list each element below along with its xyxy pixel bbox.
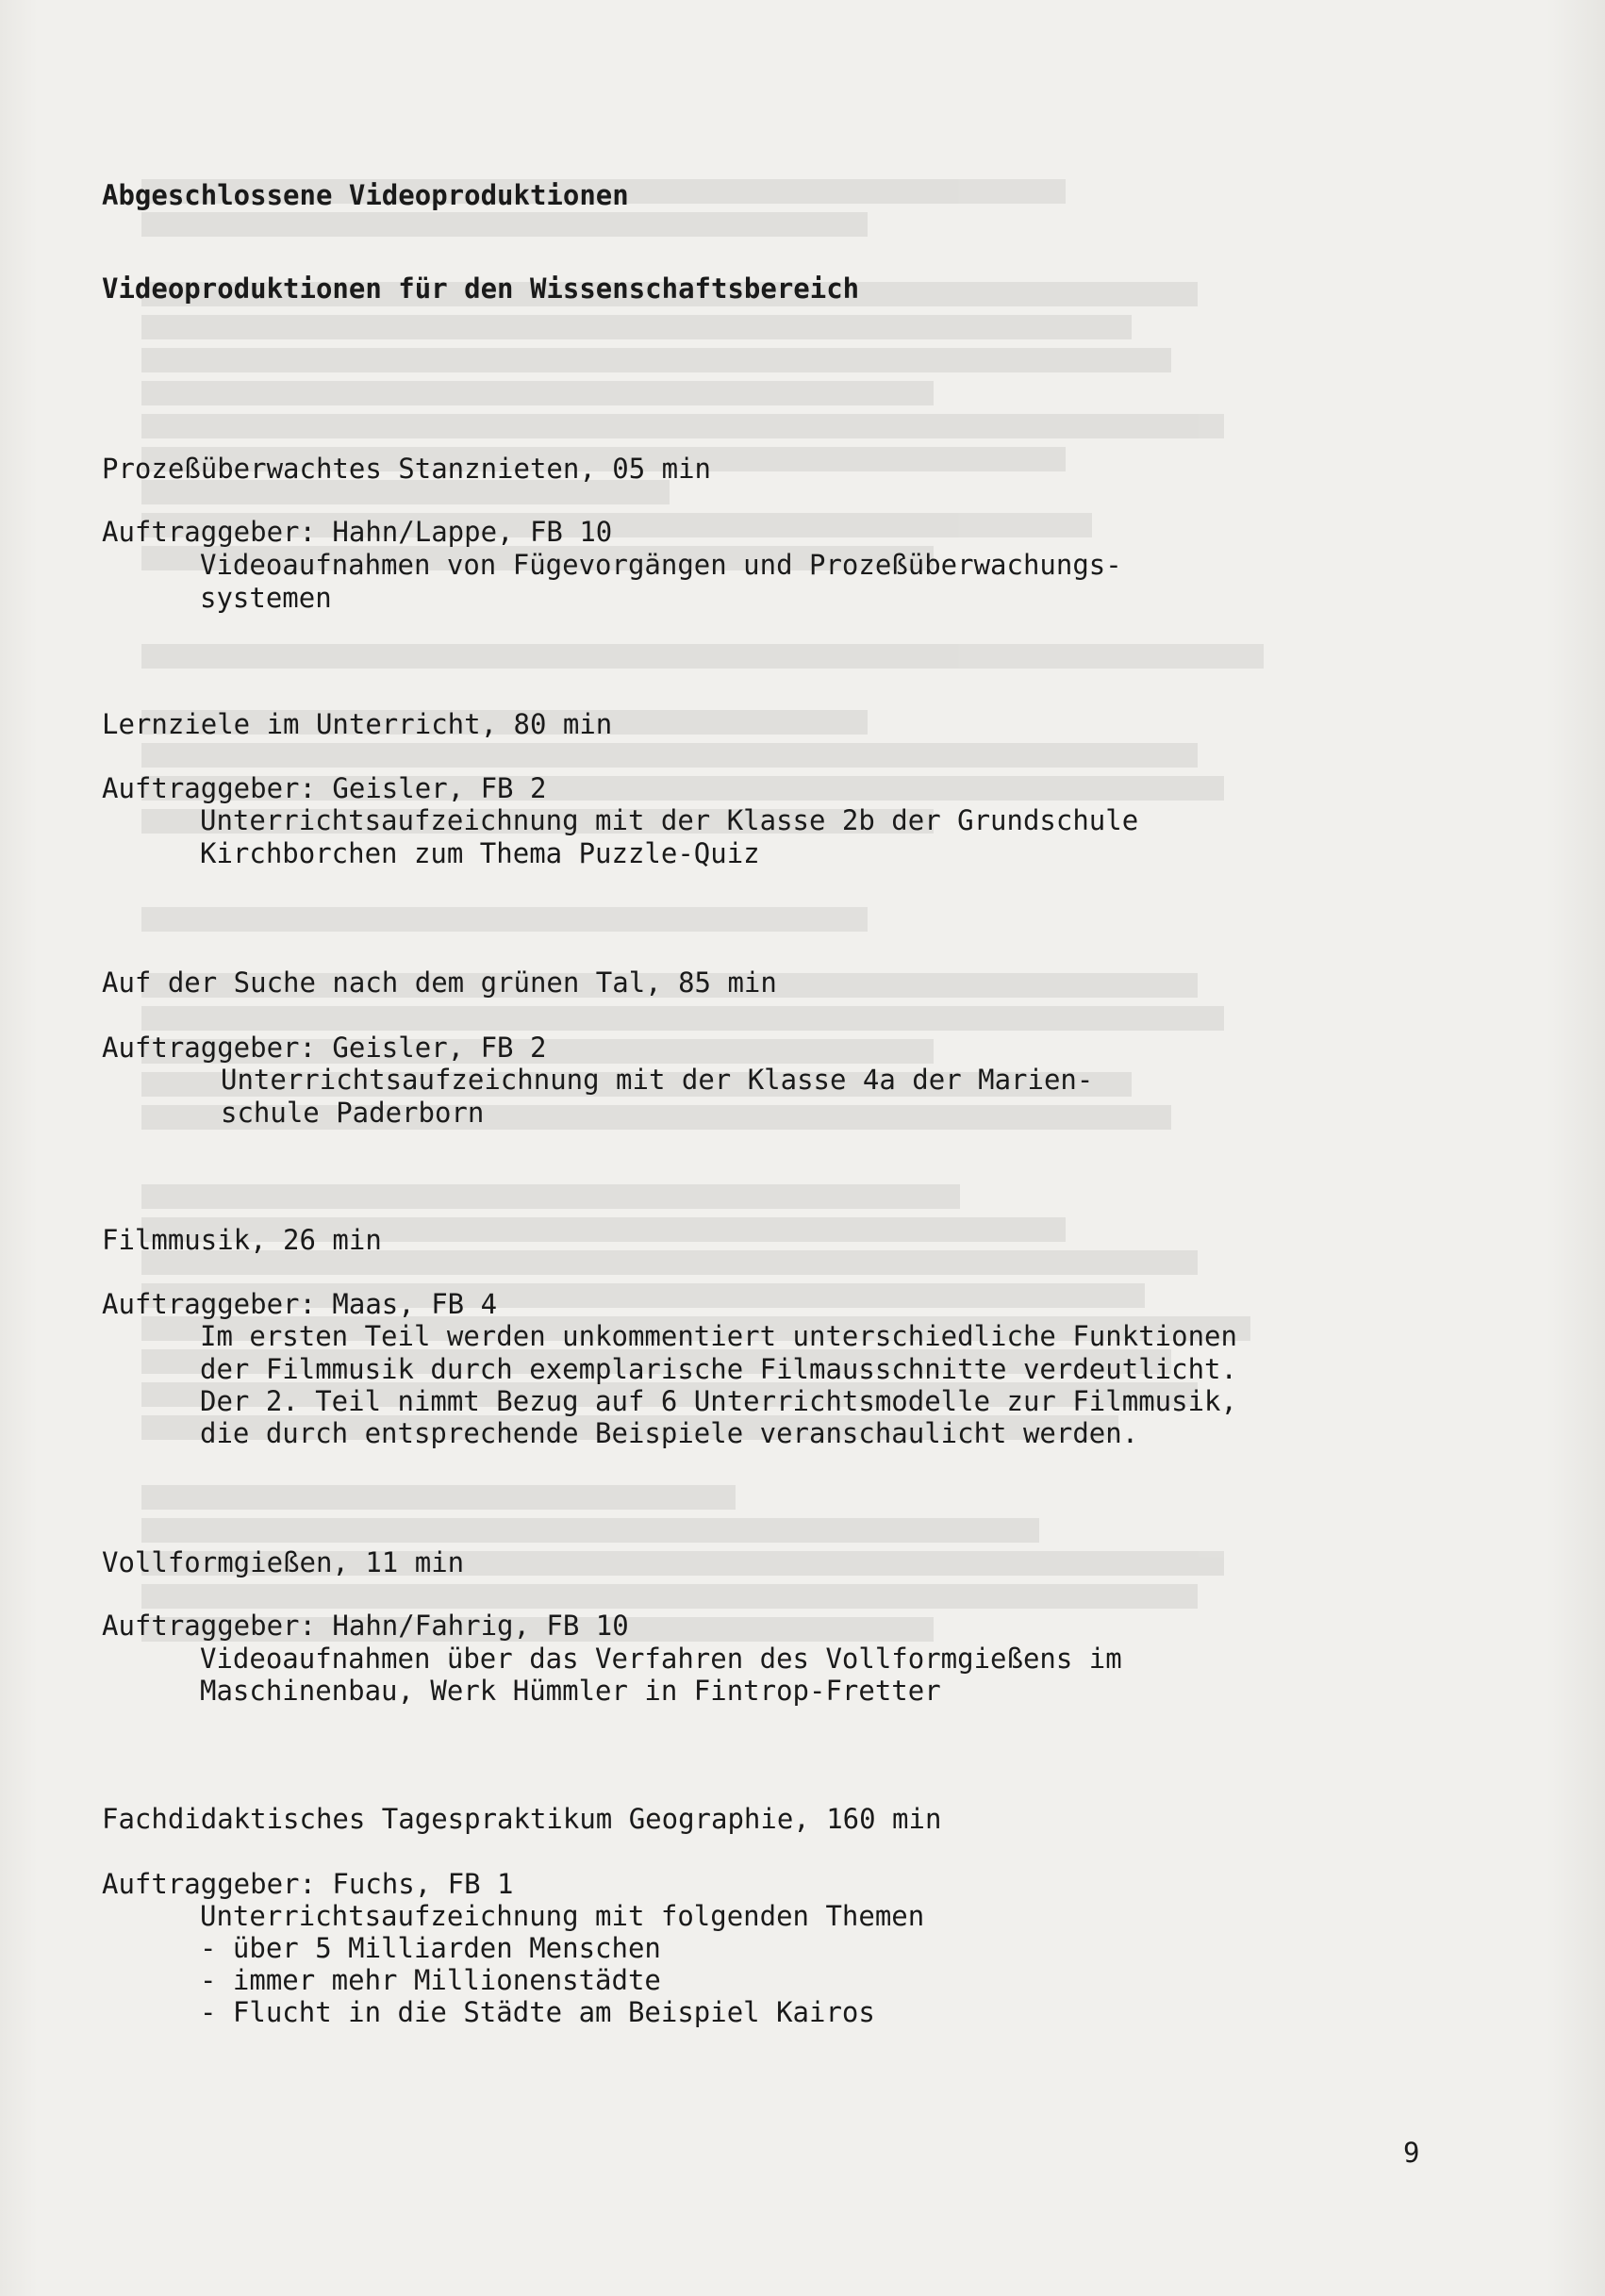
entry-client: Auftraggeber: Fuchs, FB 1 <box>102 1868 514 1900</box>
entry-description-line: Kirchborchen zum Thema Puzzle-Quiz <box>200 837 760 869</box>
entry-title: Auf der Suche nach dem grünen Tal, 85 min <box>102 966 777 999</box>
entry-description-line: - immer mehr Millionenstädte <box>200 1964 661 1996</box>
entry-client: Auftraggeber: Hahn/Lappe, FB 10 <box>102 516 613 548</box>
entry-title: Prozeßüberwachtes Stanznieten, 05 min <box>102 453 712 485</box>
entry-description-line: Unterrichtsaufzeichnung mit der Klasse 2b der Grundschule <box>200 804 1139 836</box>
entry-description-line: Videoaufnahmen von Fügevorgängen und Prozeßüberwachungs- <box>200 549 1122 581</box>
section-title: Abgeschlossene Videoproduktionen <box>102 179 629 211</box>
entry-title: Fachdidaktisches Tagespraktikum Geographie, 160 min <box>102 1803 942 1835</box>
entry-client: Auftraggeber: Geisler, FB 2 <box>102 772 547 804</box>
entry-description-line: Unterrichtsaufzeichnung mit der Klasse 4a der Marien- <box>221 1064 1094 1096</box>
page-number: 9 <box>1403 2137 1420 2169</box>
entry-description-line: schule Paderborn <box>221 1097 485 1129</box>
entry-description-line: Videoaufnahmen über das Verfahren des Vollformgießens im <box>200 1643 1122 1675</box>
entry-title: Lernziele im Unterricht, 80 min <box>102 708 613 740</box>
subsection-title: Videoproduktionen für den Wissenschaftsbereich <box>102 273 860 305</box>
entry-title: Filmmusik, 26 min <box>102 1224 382 1256</box>
entry-description-line: Unterrichtsaufzeichnung mit folgenden Themen <box>200 1900 925 1932</box>
entry-description-line: - über 5 Milliarden Menschen <box>200 1932 661 1964</box>
entry-client: Auftraggeber: Geisler, FB 2 <box>102 1032 547 1064</box>
entry-description-line: Der 2. Teil nimmt Bezug auf 6 Unterrichtsmodelle zur Filmmusik, <box>200 1385 1237 1417</box>
entry-description-line: die durch entsprechende Beispiele veranschaulicht werden. <box>200 1417 1139 1449</box>
entry-description-line: Im ersten Teil werden unkommentiert unterschiedliche Funktionen <box>200 1320 1237 1352</box>
entry-client: Auftraggeber: Maas, FB 4 <box>102 1288 498 1320</box>
entry-client: Auftraggeber: Hahn/Fahrig, FB 10 <box>102 1610 629 1642</box>
entry-title: Vollformgießen, 11 min <box>102 1546 465 1578</box>
entry-description-line: der Filmmusik durch exemplarische Filmausschnitte verdeutlicht. <box>200 1353 1237 1385</box>
entry-description-line: Maschinenbau, Werk Hümmler in Fintrop-Fretter <box>200 1675 941 1707</box>
entry-description-line: - Flucht in die Städte am Beispiel Kairos <box>200 1996 875 2028</box>
entry-description-line: systemen <box>200 582 332 614</box>
